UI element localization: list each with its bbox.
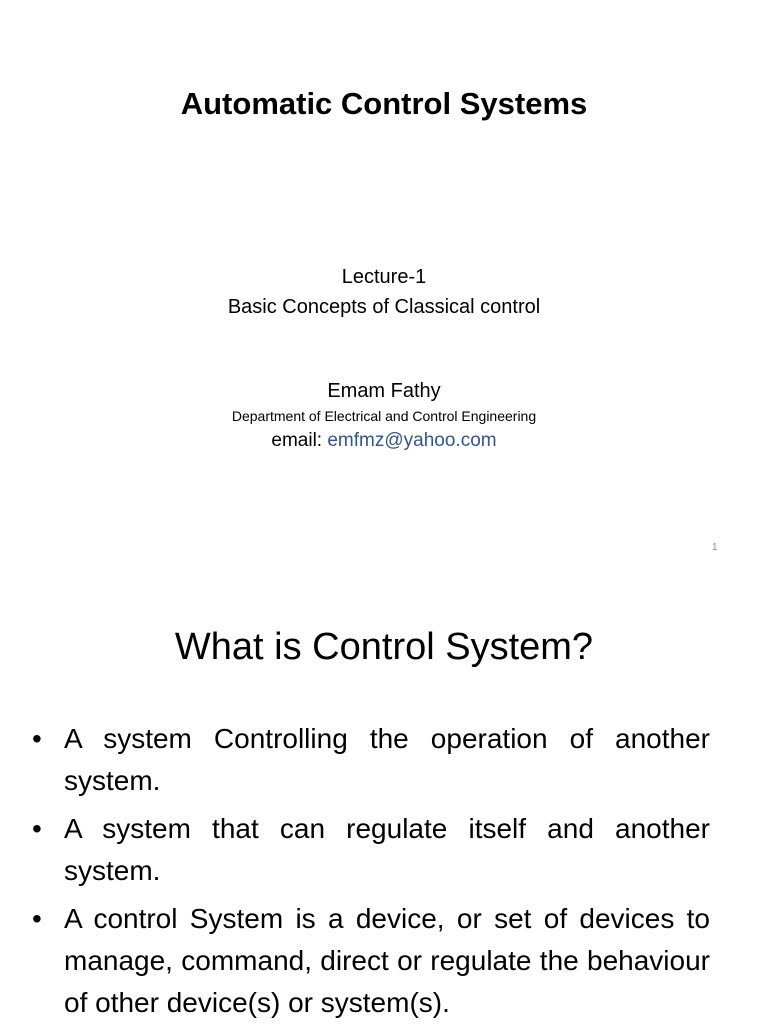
bullet-icon: • bbox=[32, 813, 42, 844]
bullet-icon: • bbox=[32, 723, 42, 754]
bullet-list bbox=[30, 718, 710, 1024]
author-name: Emam Fathy bbox=[327, 380, 441, 402]
slide-2 bbox=[0, 576, 768, 1024]
email-link[interactable]: emfmz@yahoo.com bbox=[327, 430, 497, 451]
lecture-subtitle: Basic Concepts of Classical control bbox=[227, 296, 541, 318]
lecture-label: Lecture-1 bbox=[341, 266, 427, 288]
email-label: email: bbox=[271, 430, 328, 451]
bullet-text: A system that can regulate itself and another system. bbox=[64, 813, 710, 886]
bullet-item bbox=[30, 718, 710, 802]
slide-title: Automatic Control Systems bbox=[180, 86, 588, 121]
bullet-item bbox=[30, 898, 710, 1024]
email-line bbox=[0, 430, 768, 452]
page-number: 1 bbox=[712, 542, 718, 553]
bullet-text: A system Controlling the operation of another system. bbox=[64, 723, 710, 796]
bullet-item bbox=[30, 808, 710, 892]
bullet-icon: • bbox=[32, 903, 42, 934]
bullet-text: A control System is a device, or set of devices to manage, command, direct or regulate the behaviour of other device(s) or system(s). bbox=[64, 903, 710, 1018]
slide-title: What is Control System? bbox=[174, 626, 594, 668]
department-name: Department of Electrical and Control Engineering bbox=[231, 408, 537, 424]
